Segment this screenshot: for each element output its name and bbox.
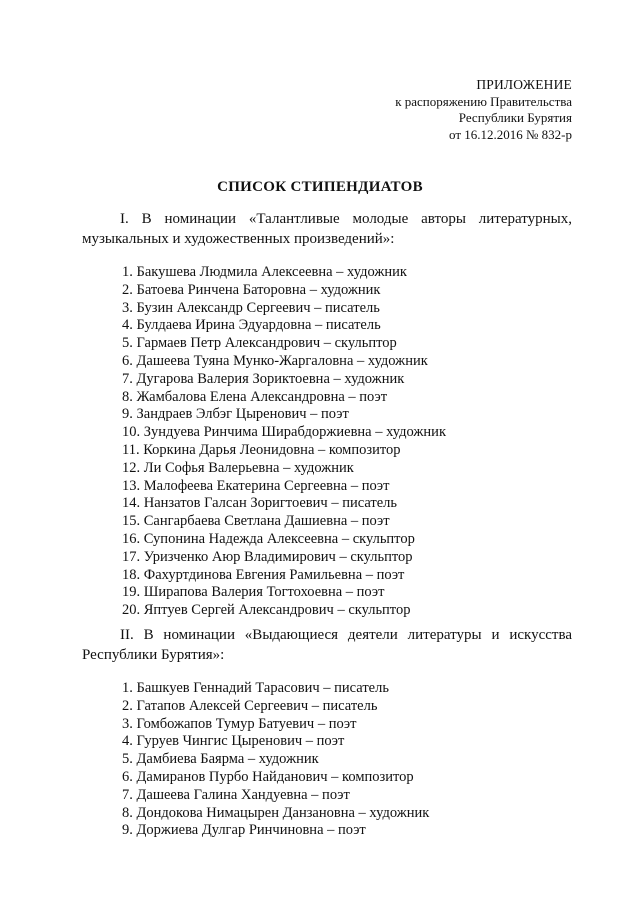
list-item: 8. Дондокова Нимацырен Данзановна – художник [122,804,430,821]
list-item: 17. Уризченко Аюр Владимирович – скульптор [122,548,413,565]
section-2-list [122,680,429,840]
document-title: СПИСОК СТИПЕНДИАТОВ [217,179,423,195]
appendix-line-3: от 16.12.2016 № 832-р [449,126,572,142]
list-item: 1. Башкуев Геннадий Тарасович – писатель [122,680,389,696]
list-item: 16. Супонина Надежда Алексеевна – скульптор [122,530,415,547]
list-item: 5. Гармаев Петр Александрович – скульптор [122,335,397,352]
list-item: 6. Дамиранов Пурбо Найданович – композитор [122,768,414,785]
list-item: 1. Бакушева Людмила Алексеевна – художник [122,264,407,280]
list-item: 5. Дамбиева Баярма – художник [122,751,319,768]
list-item: 6. Дашеева Туяна Мунко-Жаргаловна – художник [122,352,428,369]
list-item: 8. Жамбалова Елена Александровна – поэт [122,388,388,405]
list-item: 10. Зундуева Ринчима Ширабдоржиевна – художник [122,424,446,441]
list-item: 2. Гатапов Алексей Сергеевич – писатель [122,697,378,714]
appendix-block [395,77,572,143]
list-item: 14. Нанзатов Галсан Зоригтоевич – писатель [122,495,398,512]
list-item: 3. Бузин Александр Сергеевич – писатель [122,299,380,316]
list-item: 4. Гуруев Чингис Цыренович – поэт [122,733,345,750]
appendix-line-2: Республики Бурятия [458,110,572,125]
list-item: 13. Малофеева Екатерина Сергеевна – поэт [122,477,390,494]
list-item: 7. Дашеева Галина Хандуевна – поэт [122,786,350,803]
list-item: 2. Батоева Ринчена Баторовна – художник [122,281,381,298]
section-1-intro: I. В номинации «Талантливые молодые авторы литературных, музыкальных и художественных произведений»: [82,211,572,247]
list-item: 15. Сангарбаева Светлана Дашиевна – поэт [122,513,390,530]
list-item: 20. Яптуев Сергей Александрович – скульптор [122,602,411,619]
appendix-line-1: к распоряжению Правительства [395,93,572,109]
list-item: 3. Гомбожапов Тумур Батуевич – поэт [122,715,357,732]
list-item: 9. Доржиева Дулгар Ринчиновна – поэт [122,822,366,839]
list-item: 9. Зандраев Элбэг Цыренович – поэт [122,406,349,423]
list-item: 19. Ширапова Валерия Тогтохоевна – поэт [122,584,385,601]
section-2-intro: II. В номинации «Выдающиеся деятели литературы и искусства Республики Бурятия»: [82,627,572,663]
list-item: 12. Ли Софья Валерьевна – художник [122,459,354,476]
list-item: 18. Фахуртдинова Евгения Рамильевна – поэт [122,566,405,583]
list-item: 7. Дугарова Валерия Зориктоевна – художник [122,370,405,387]
appendix-heading: ПРИЛОЖЕНИЕ [476,77,572,92]
list-item: 4. Булдаева Ирина Эдуардовна – писатель [122,317,381,334]
list-item: 11. Коркина Дарья Леонидовна – композитор [122,441,401,458]
section-1-list [122,264,446,620]
